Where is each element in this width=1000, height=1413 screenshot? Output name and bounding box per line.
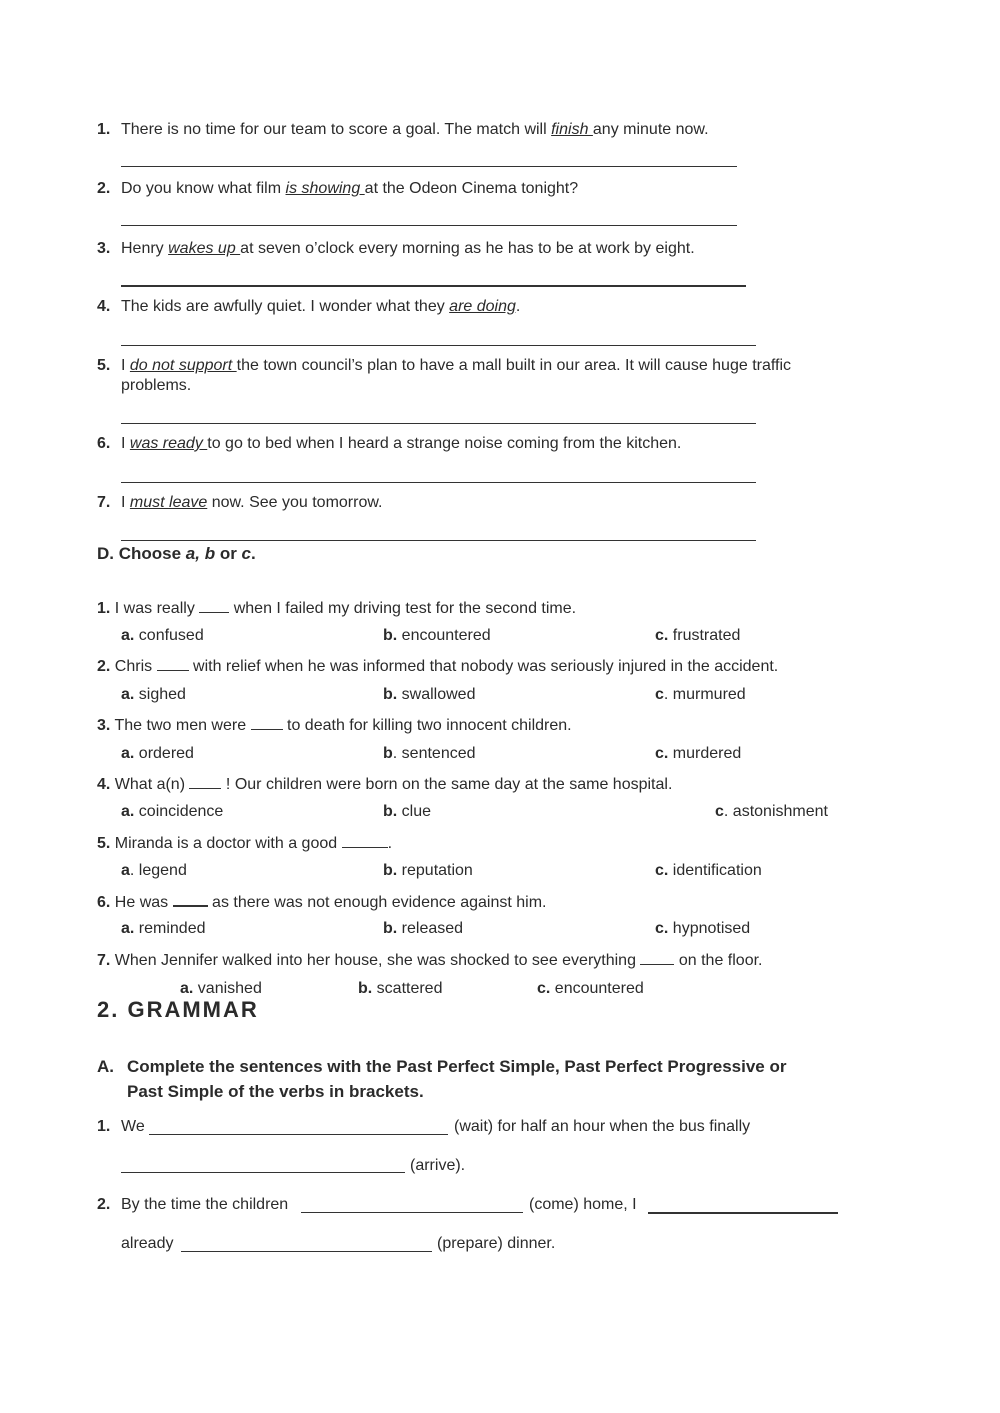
option-c[interactable]: c. encountered [537,980,644,997]
item-text: I do not support the town council’s plan to have a mall built in our area. It will cause huge traffic [121,357,792,374]
answer-line[interactable] [121,1172,405,1173]
item-number: 1. [97,121,111,138]
item-number: 4. [97,298,111,315]
option-b[interactable]: b. released [383,920,464,937]
answer-blank[interactable] [189,774,221,789]
item-number: 6. [97,435,111,452]
option-b[interactable]: b. clue [383,803,432,820]
question-text: 4. What a(n) ! Our children were born on the same day at the same hospital. [97,776,673,793]
option-b[interactable]: b. sentenced [383,745,476,762]
answer-line[interactable] [648,1212,838,1214]
option-b[interactable]: b. encountered [383,627,491,644]
option-b[interactable]: b. reputation [383,862,473,879]
item-text: By the time the children [121,1196,289,1213]
option-a[interactable]: a. vanished [180,980,262,997]
option-b[interactable]: b. scattered [358,980,443,997]
question-text: 3. The two men were to death for killing two innocent children. [97,717,572,734]
answer-line[interactable] [301,1212,523,1213]
item-text: Henry wakes up at seven o’clock every morning as he has to be at work by eight. [121,240,695,257]
answer-line[interactable] [121,482,756,483]
question-text: 7. When Jennifer walked into her house, she was shocked to see everything on the floor. [97,952,763,969]
section-d-heading: D. Choose a, b or c. [97,544,256,563]
item-text: (arrive). [410,1157,466,1174]
answer-line[interactable] [181,1251,432,1252]
option-a[interactable]: a. ordered [121,745,194,762]
item-text-continued: problems. [121,377,192,394]
item-text: Do you know what film is showing at the Odeon Cinema tonight? [121,180,579,197]
item-text: already [121,1235,174,1252]
grammar-a-instruction-line1: Complete the sentences with the Past Perfect Simple, Past Perfect Progressive or [127,1057,787,1076]
item-text: (wait) for half an hour when the bus finally [454,1118,751,1135]
item-number: 5. [97,357,111,374]
option-b[interactable]: b. swallowed [383,686,476,703]
answer-line[interactable] [121,423,756,424]
option-a[interactable]: a. coincidence [121,803,224,820]
option-a[interactable]: a. sighed [121,686,186,703]
option-c[interactable]: c. identification [655,862,762,879]
answer-blank[interactable] [173,891,208,907]
item-text: (prepare) dinner. [437,1235,556,1252]
question-text: 6. He was as there was not enough evidence against him. [97,891,546,912]
item-number: 2. [97,180,111,197]
item-number: 2. [97,1196,111,1213]
option-c[interactable]: c. astonishment [715,803,828,820]
item-number: 3. [97,240,111,257]
answer-blank[interactable] [640,950,674,965]
option-c[interactable]: c. murmured [655,686,746,703]
answer-line[interactable] [121,345,756,346]
answer-line[interactable] [121,540,756,541]
item-text: We [121,1118,145,1135]
option-c[interactable]: c. frustrated [655,627,741,644]
item-number: 7. [97,494,111,511]
answer-line[interactable] [121,285,746,287]
grammar-a-instruction-line2: Past Simple of the verbs in brackets. [127,1082,424,1101]
option-a[interactable]: a. legend [121,862,187,879]
answer-blank[interactable] [251,715,283,730]
question-text: 1. I was really when I failed my driving test for the second time. [97,600,577,617]
answer-blank[interactable] [199,598,229,613]
option-c[interactable]: c. murdered [655,745,742,762]
answer-blank[interactable] [342,833,388,848]
item-text: The kids are awfully quiet. I wonder what they are doing. [121,298,521,315]
item-text: I must leave now. See you tomorrow. [121,494,383,511]
answer-line[interactable] [121,166,737,167]
item-text: (come) home, I [529,1196,637,1213]
option-c[interactable]: c. hypnotised [655,920,751,937]
grammar-title: 2. GRAMMAR [97,997,259,1022]
item-text: I was ready to go to bed when I heard a strange noise coming from the kitchen. [121,435,682,452]
option-a[interactable]: a. reminded [121,920,206,937]
option-a[interactable]: a. confused [121,627,204,644]
item-text: There is no time for our team to score a goal. The match will finish any minute now. [121,121,709,138]
question-text: 2. Chris with relief when he was informed that nobody was seriously injured in the accident. [97,658,779,675]
answer-line[interactable] [121,225,737,226]
item-number: 1. [97,1118,111,1135]
grammar-a-label: A. [97,1057,114,1076]
question-text: 5. Miranda is a doctor with a good . [97,835,393,852]
answer-line[interactable] [149,1134,448,1135]
answer-blank[interactable] [157,656,189,671]
